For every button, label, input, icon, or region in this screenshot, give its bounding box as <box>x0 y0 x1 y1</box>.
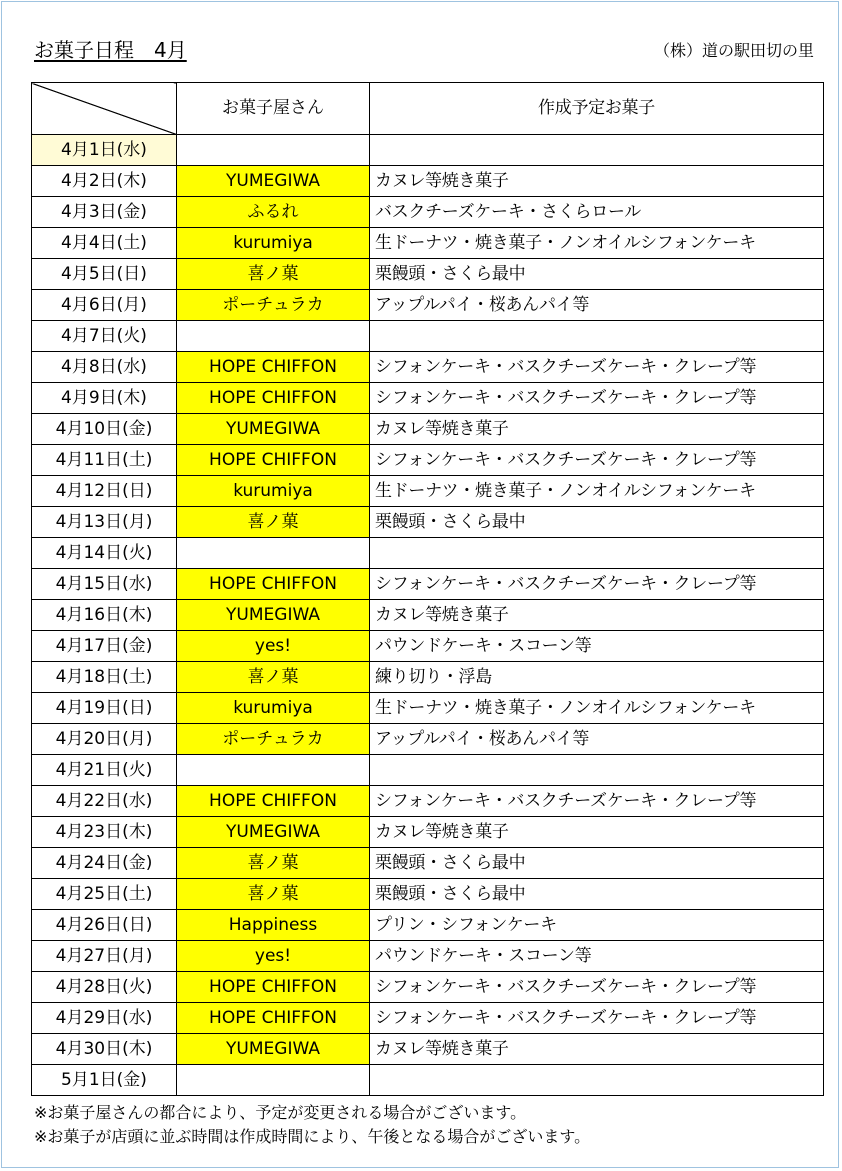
date-cell: 4月9日(木) <box>32 383 177 414</box>
items-cell: カヌレ等焼き菓子 <box>370 414 824 445</box>
shop-cell <box>177 135 370 166</box>
table-row <box>32 724 824 755</box>
items-cell: シフォンケーキ・バスクチーズケーキ・クレープ等 <box>370 352 824 383</box>
shop-cell: yes! <box>177 631 370 662</box>
table-row <box>32 259 824 290</box>
items-cell <box>370 1065 824 1096</box>
shop-cell: 喜ノ菓 <box>177 507 370 538</box>
table-row <box>32 166 824 197</box>
date-cell: 4月11日(土) <box>32 445 177 476</box>
date-cell: 4月4日(土) <box>32 228 177 259</box>
date-cell: 4月15日(水) <box>32 569 177 600</box>
items-cell: シフォンケーキ・バスクチーズケーキ・クレープ等 <box>370 569 824 600</box>
diagonal-header-cell <box>32 83 177 135</box>
shop-cell: Happiness <box>177 910 370 941</box>
date-cell: 4月16日(木) <box>32 600 177 631</box>
items-header: 作成予定お菓子 <box>370 83 824 135</box>
shop-cell <box>177 755 370 786</box>
shop-cell: YUMEGIWA <box>177 1034 370 1065</box>
table-row <box>32 414 824 445</box>
date-cell: 4月19日(日) <box>32 693 177 724</box>
shop-cell: HOPE CHIFFON <box>177 445 370 476</box>
shop-cell: yes! <box>177 941 370 972</box>
table-row <box>32 848 824 879</box>
items-cell: 生ドーナツ・焼き菓子・ノンオイルシフォンケーキ <box>370 693 824 724</box>
table-row <box>32 569 824 600</box>
table-row <box>32 321 824 352</box>
header-row <box>32 83 824 135</box>
table-row <box>32 445 824 476</box>
items-cell: カヌレ等焼き菓子 <box>370 166 824 197</box>
items-cell: カヌレ等焼き菓子 <box>370 817 824 848</box>
date-cell: 4月27日(月) <box>32 941 177 972</box>
shop-cell: YUMEGIWA <box>177 414 370 445</box>
items-cell: シフォンケーキ・バスクチーズケーキ・クレープ等 <box>370 786 824 817</box>
shop-cell: HOPE CHIFFON <box>177 383 370 414</box>
table-row <box>32 693 824 724</box>
shop-cell: YUMEGIWA <box>177 600 370 631</box>
shop-cell: 喜ノ菓 <box>177 662 370 693</box>
date-cell: 5月1日(金) <box>32 1065 177 1096</box>
date-cell: 4月18日(土) <box>32 662 177 693</box>
date-cell: 4月7日(火) <box>32 321 177 352</box>
shop-cell: ふるれ <box>177 197 370 228</box>
date-cell: 4月2日(木) <box>32 166 177 197</box>
table-row <box>32 352 824 383</box>
table-row <box>32 383 824 414</box>
date-cell: 4月21日(火) <box>32 755 177 786</box>
items-cell: カヌレ等焼き菓子 <box>370 600 824 631</box>
date-cell: 4月24日(金) <box>32 848 177 879</box>
shop-cell: HOPE CHIFFON <box>177 972 370 1003</box>
shop-cell <box>177 321 370 352</box>
date-cell: 4月29日(水) <box>32 1003 177 1034</box>
date-cell: 4月17日(金) <box>32 631 177 662</box>
shop-cell: YUMEGIWA <box>177 817 370 848</box>
date-cell: 4月3日(金) <box>32 197 177 228</box>
date-cell: 4月30日(木) <box>32 1034 177 1065</box>
items-cell: アップルパイ・桜あんパイ等 <box>370 724 824 755</box>
table-row <box>32 817 824 848</box>
date-cell: 4月13日(月) <box>32 507 177 538</box>
items-cell: アップルパイ・桜あんパイ等 <box>370 290 824 321</box>
shop-cell: kurumiya <box>177 476 370 507</box>
table-row <box>32 600 824 631</box>
schedule-body <box>32 83 824 1096</box>
table-row <box>32 507 824 538</box>
table-row <box>32 1065 824 1096</box>
items-cell: 生ドーナツ・焼き菓子・ノンオイルシフォンケーキ <box>370 476 824 507</box>
shop-cell: kurumiya <box>177 693 370 724</box>
date-cell: 4月26日(日) <box>32 910 177 941</box>
shop-cell: ポーチュラカ <box>177 724 370 755</box>
table-row <box>32 290 824 321</box>
items-cell: 栗饅頭・さくら最中 <box>370 259 824 290</box>
shop-cell: HOPE CHIFFON <box>177 1003 370 1034</box>
table-row <box>32 538 824 569</box>
table-row <box>32 972 824 1003</box>
note-line: ※お菓子屋さんの都合により、予定が変更される場合がございます。 <box>34 1103 527 1122</box>
shop-header: お菓子屋さん <box>177 83 370 135</box>
date-cell: 4月23日(木) <box>32 817 177 848</box>
table-row <box>32 941 824 972</box>
table-row <box>32 197 824 228</box>
table-row <box>32 755 824 786</box>
items-cell: カヌレ等焼き菓子 <box>370 1034 824 1065</box>
date-cell: 4月8日(水) <box>32 352 177 383</box>
table-row <box>32 879 824 910</box>
shop-cell: 喜ノ菓 <box>177 259 370 290</box>
table-row <box>32 228 824 259</box>
items-cell: 練り切り・浮島 <box>370 662 824 693</box>
shop-cell: HOPE CHIFFON <box>177 569 370 600</box>
table-row <box>32 631 824 662</box>
table-row <box>32 662 824 693</box>
items-cell: 生ドーナツ・焼き菓子・ノンオイルシフォンケーキ <box>370 228 824 259</box>
table-row <box>32 476 824 507</box>
items-cell: 栗饅頭・さくら最中 <box>370 848 824 879</box>
items-cell: バスクチーズケーキ・さくらロール <box>370 197 824 228</box>
date-cell: 4月20日(月) <box>32 724 177 755</box>
date-cell: 4月25日(土) <box>32 879 177 910</box>
shop-cell: 喜ノ菓 <box>177 848 370 879</box>
items-cell <box>370 755 824 786</box>
items-cell: プリン・シフォンケーキ <box>370 910 824 941</box>
schedule-table <box>31 82 824 1096</box>
items-cell <box>370 538 824 569</box>
items-cell: 栗饅頭・さくら最中 <box>370 879 824 910</box>
date-cell: 4月28日(火) <box>32 972 177 1003</box>
shop-cell: kurumiya <box>177 228 370 259</box>
items-cell: シフォンケーキ・バスクチーズケーキ・クレープ等 <box>370 972 824 1003</box>
date-cell: 4月12日(日) <box>32 476 177 507</box>
shop-cell: ポーチュラカ <box>177 290 370 321</box>
date-cell: 4月1日(水) <box>32 135 177 166</box>
table-row <box>32 135 824 166</box>
date-cell: 4月6日(月) <box>32 290 177 321</box>
note-line: ※お菓子が店頭に並ぶ時間は作成時間により、午後となる場合がございます。 <box>34 1127 591 1146</box>
items-cell: パウンドケーキ・スコーン等 <box>370 941 824 972</box>
items-cell: シフォンケーキ・バスクチーズケーキ・クレープ等 <box>370 383 824 414</box>
shop-cell <box>177 538 370 569</box>
shop-cell: HOPE CHIFFON <box>177 352 370 383</box>
date-cell: 4月14日(火) <box>32 538 177 569</box>
company-name: （株）道の駅田切の里 <box>653 41 814 60</box>
date-cell: 4月22日(水) <box>32 786 177 817</box>
shop-cell <box>177 1065 370 1096</box>
items-cell <box>370 321 824 352</box>
table-row <box>32 910 824 941</box>
items-cell <box>370 135 824 166</box>
date-cell: 4月10日(金) <box>32 414 177 445</box>
table-row <box>32 786 824 817</box>
shop-cell: 喜ノ菓 <box>177 879 370 910</box>
items-cell: 栗饅頭・さくら最中 <box>370 507 824 538</box>
items-cell: シフォンケーキ・バスクチーズケーキ・クレープ等 <box>370 1003 824 1034</box>
items-cell: シフォンケーキ・バスクチーズケーキ・クレープ等 <box>370 445 824 476</box>
shop-cell: HOPE CHIFFON <box>177 786 370 817</box>
table-row <box>32 1034 824 1065</box>
date-cell: 4月5日(日) <box>32 259 177 290</box>
table-row <box>32 1003 824 1034</box>
notes <box>34 1101 590 1149</box>
items-cell: パウンドケーキ・スコーン等 <box>370 631 824 662</box>
page-title: お菓子日程 4月 <box>34 38 187 62</box>
shop-cell: YUMEGIWA <box>177 166 370 197</box>
